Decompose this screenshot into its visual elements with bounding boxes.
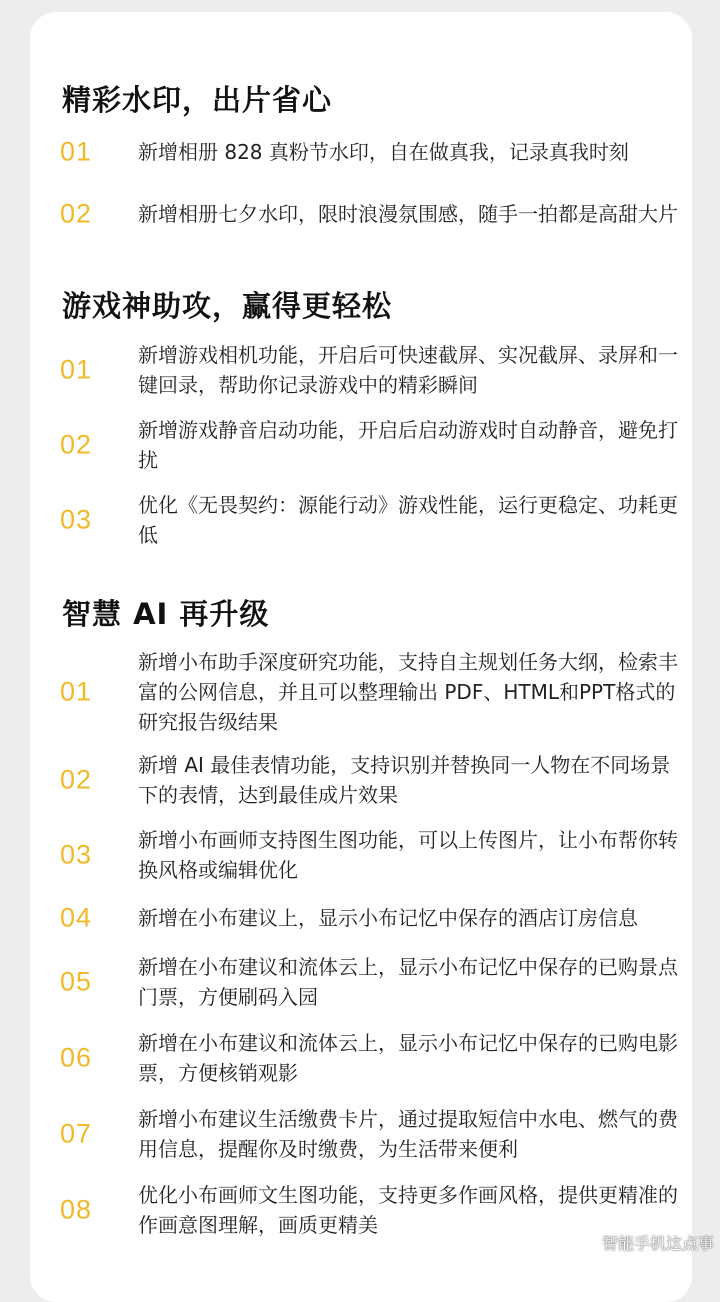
list-item: [60, 415, 680, 475]
item-number: 08: [60, 1195, 92, 1226]
item-number: 02: [60, 765, 92, 796]
item-text: 新增小布画师支持图生图功能，可以上传图片，让小布帮你转换风格或编辑优化: [138, 825, 683, 885]
list-item: [60, 1028, 680, 1088]
list-item: [60, 1104, 680, 1164]
item-text: 新增游戏相机功能，开启后可快速截屏、实况截屏、录屏和一键回录，帮助你记录游戏中的精彩瞬间: [138, 340, 683, 400]
list-item: [60, 340, 680, 400]
list-item: [60, 888, 680, 948]
item-text: 新增在小布建议和流体云上，显示小布记忆中保存的已购电影票，方便核销观影: [138, 1028, 683, 1088]
list-item: [60, 1180, 680, 1240]
section-title: 游戏神助攻，赢得更轻松: [62, 284, 392, 325]
item-text: 新增 AI 最佳表情功能，支持识别并替换同一人物在不同场景下的表情，达到最佳成片效果: [138, 750, 683, 810]
item-number: 07: [60, 1119, 92, 1150]
item-number: 01: [60, 137, 92, 168]
item-number: 05: [60, 967, 92, 998]
list-item: [60, 490, 680, 550]
list-item: [60, 952, 680, 1012]
item-number: 02: [60, 199, 92, 230]
item-text: 新增在小布建议和流体云上，显示小布记忆中保存的已购景点门票，方便刷码入园: [138, 952, 683, 1012]
list-item: [60, 662, 680, 722]
item-text: 新增在小布建议上，显示小布记忆中保存的酒店订房信息: [138, 903, 683, 933]
list-item: [60, 750, 680, 810]
item-text: 优化小布画师文生图功能，支持更多作画风格，提供更精准的作画意图理解，画质更精美: [138, 1180, 683, 1240]
item-text: 新增相册 828 真粉节水印，自在做真我，记录真我时刻: [138, 137, 683, 167]
list-item: [60, 184, 680, 244]
changelog-card: [30, 12, 692, 1302]
item-text: 新增游戏静音启动功能，开启后启动游戏时自动静音，避免打扰: [138, 415, 683, 475]
item-text: 新增小布助手深度研究功能，支持自主规划任务大纲，检索丰富的公网信息，并且可以整理输出 PDF、HTML和PPT格式的研究报告级结果: [138, 647, 683, 737]
item-number: 01: [60, 677, 92, 708]
list-item: [60, 122, 680, 182]
item-text: 新增相册七夕水印，限时浪漫氛围感，随手一拍都是高甜大片: [138, 199, 683, 229]
item-text: 优化《无畏契约：源能行动》游戏性能，运行更稳定、功耗更低: [138, 490, 683, 550]
list-item: [60, 825, 680, 885]
item-number: 06: [60, 1043, 92, 1074]
item-text: 新增小布建议生活缴费卡片，通过提取短信中水电、燃气的费用信息，提醒你及时缴费，为生活带来便利: [138, 1104, 683, 1164]
item-number: 03: [60, 840, 92, 871]
section-title: 智慧 AI 再升级: [62, 592, 269, 633]
section-title: 精彩水印，出片省心: [62, 78, 332, 119]
item-number: 02: [60, 430, 92, 461]
source-watermark: 智能手机这点事: [602, 1231, 714, 1254]
item-number: 03: [60, 505, 92, 536]
item-number: 01: [60, 355, 92, 386]
item-number: 04: [60, 903, 92, 934]
